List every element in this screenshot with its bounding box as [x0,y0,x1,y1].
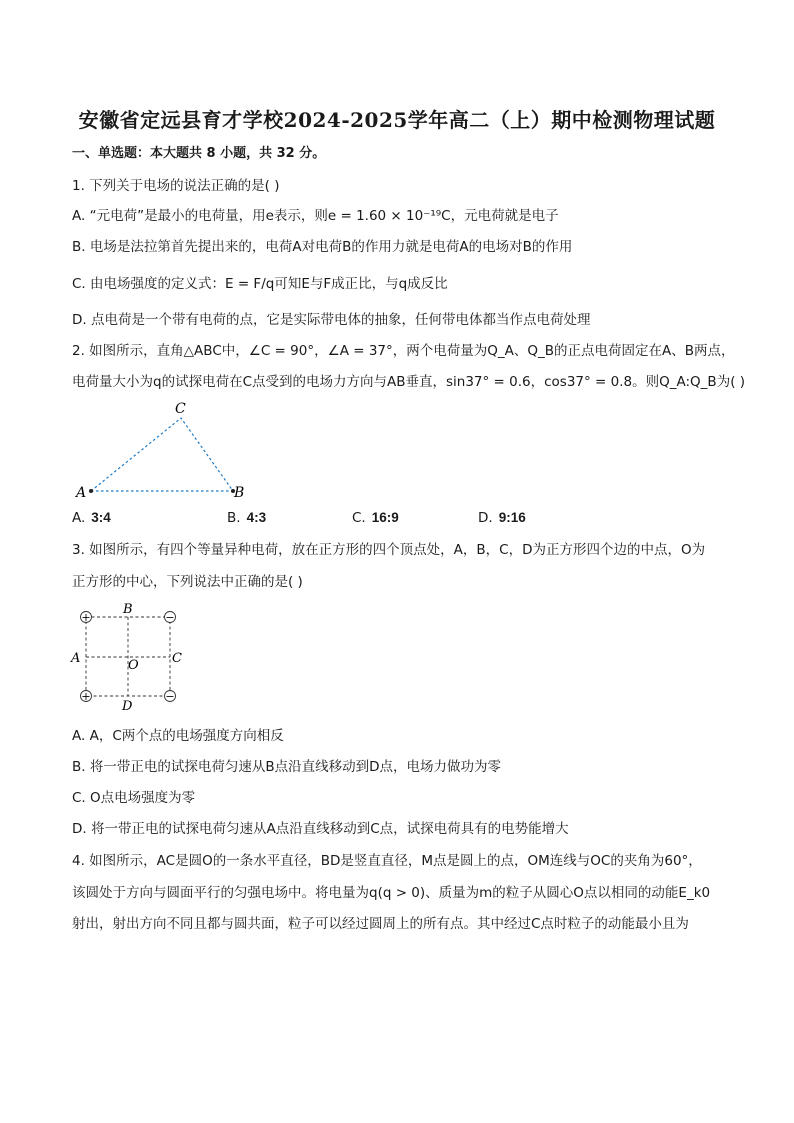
q2-option-c-value: 16:9 [371,510,399,525]
q1-option-d: D. 点电荷是一个带有电荷的点，它是实际带电体的抽象，任何带电体都当作点电荷处理 [72,312,591,328]
q1-stem: 1. 下列关于电场的说法正确的是( ) [72,178,280,194]
q2-option-c-label: C. [352,510,366,526]
charge-minus-top-right: − [165,611,175,624]
q2-option-b-value: 4:3 [246,510,267,525]
section-heading: 一、单选题：本大题共 8 小题，共 32 分。 [72,146,326,161]
q3-square-figure [66,600,196,715]
q2-option-b-label: B. [227,510,241,526]
q4-stem-line2: 该圆处于方向与圆面平行的匀强电场中。将电量为q(q > 0)、质量为m的粒子从圆心O点以相同的动能E_k0 [72,885,711,901]
fig3-label-b: B [123,602,133,617]
q3-option-d: D. 将一带正电的试探电荷匀速从A点沿直线移动到C点，试探电荷具有的电势能增大 [72,821,569,837]
q2-triangle-figure [70,398,260,503]
q1-option-a: A. “元电荷”是最小的电荷量，用e表示，则e = 1.60 × 10⁻¹⁹C，元电荷就是电子 [72,208,559,224]
q3-option-a: A. A，C两个点的电场强度方向相反 [72,728,284,744]
q3-option-c: C. O点电场强度为零 [72,790,196,806]
q1-option-c: C. 由电场强度的定义式：E = F/q可知E与F成正比，与q成反比 [72,276,448,292]
q2-option-a-value: 3:4 [91,510,111,525]
q2-option-b [227,510,266,526]
fig3-label-o: O [128,658,139,673]
q2-option-a [72,510,111,526]
fig3-label-a: A [71,651,81,666]
fig3-label-d: D [122,699,133,714]
page-title: 安徽省定远县育才学校2024-2025学年高二（上）期中检测物理试题 [78,108,716,132]
q1-option-b: B. 电场是法拉第首先提出来的，电荷A对电荷B的作用力就是电荷A的电场对B的作用 [72,239,573,255]
q2-option-d-label: D. [478,510,493,526]
q4-stem-line3: 射出，射出方向不同且都与圆共面，粒子可以经过圆周上的所有点。其中经过C点时粒子的动能最小且为 [72,916,689,932]
charge-plus-top-left: + [81,611,91,624]
q2-option-d [478,510,526,526]
q2-option-d-value: 9:16 [498,510,526,525]
q3-stem-line1: 3. 如图所示，有四个等量异种电荷，放在正方形的四个顶点处，A，B，C，D为正方形四个边的中点，O为 [72,542,706,558]
q4-stem-line1: 4. 如图所示，AC是圆O的一条水平直径，BD是竖直直径，M点是圆上的点，OM连线与OC的夹角为60°， [72,853,702,869]
q2-option-a-label: A. [72,510,86,526]
q2-stem-line1: 2. 如图所示，直角△ABC中，∠C = 90°，∠A = 37°，两个电荷量为Q_A、Q_B的正点电荷固定在A、B两点， [72,343,735,359]
charge-plus-bottom-left: + [81,690,91,703]
q2-option-c [352,510,399,526]
q3-stem-line2: 正方形的中心，下列说法中正确的是( ) [72,574,303,590]
fig2-label-b: B [234,485,245,501]
fig3-label-c: C [172,651,182,666]
q2-stem-line2: 电荷量大小为q的试探电荷在C点受到的电场力方向与AB垂直，sin37° = 0.6，cos37° = 0.8。则Q_A:Q_B为( ) [72,374,746,390]
fig2-label-c: C [175,401,186,417]
fig2-label-a: A [76,485,87,501]
charge-minus-bottom-right: − [165,690,175,703]
q3-option-b: B. 将一带正电的试探电荷匀速从B点沿直线移动到D点，电场力做功为零 [72,759,501,775]
